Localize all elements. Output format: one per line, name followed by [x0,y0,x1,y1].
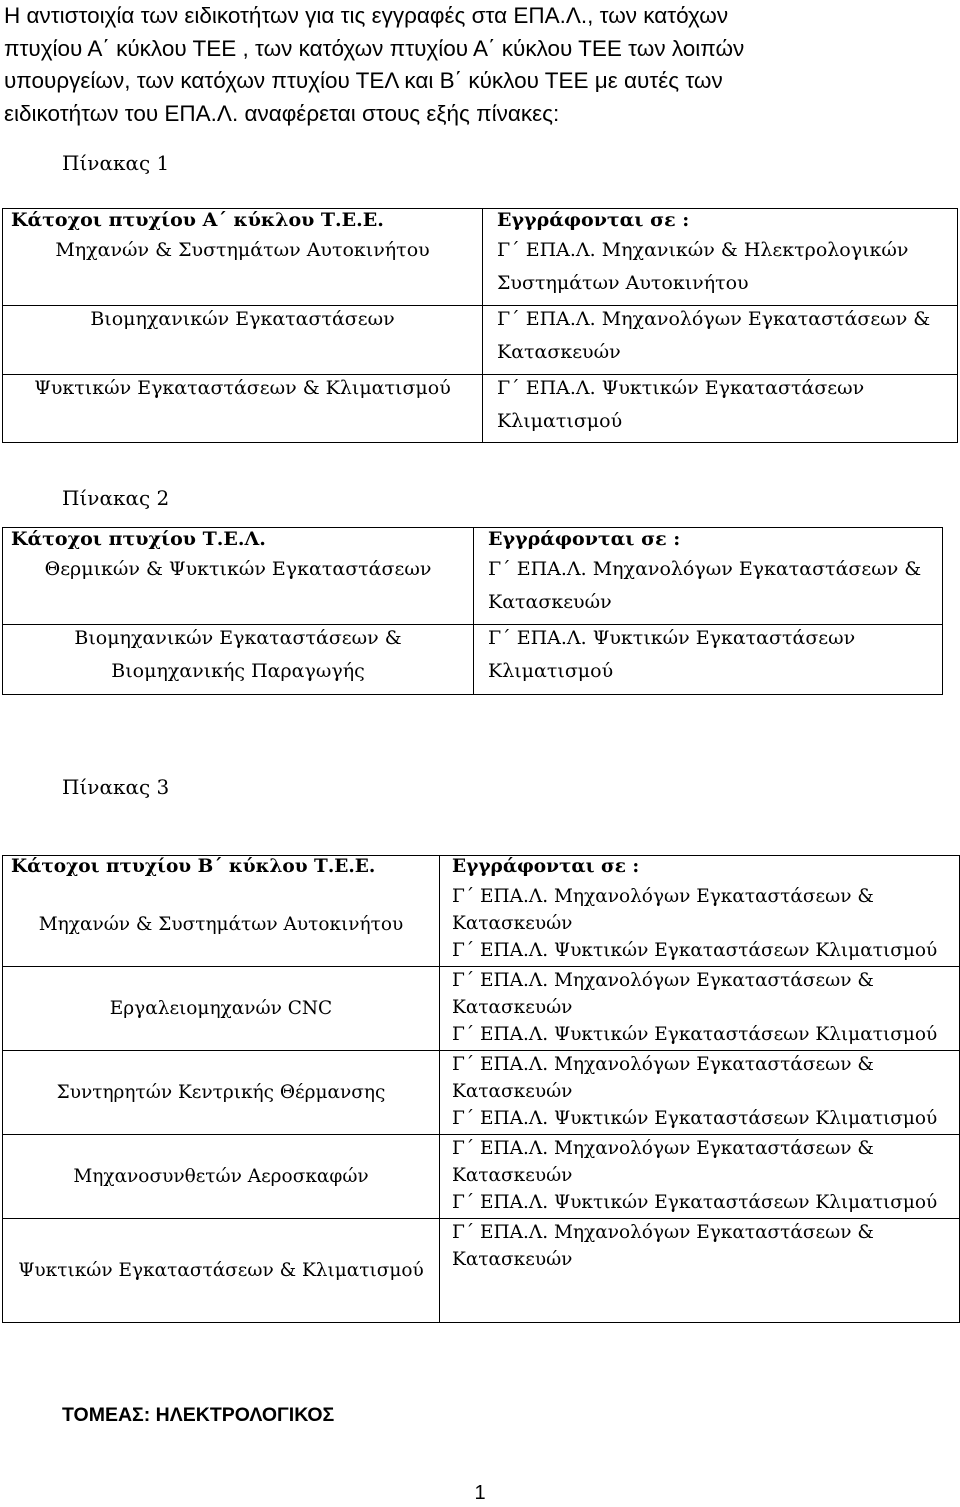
table-row [3,1051,960,1135]
table3-left-cell: Μηχανών & Συστημάτων Αυτοκινήτου [38,913,404,935]
table2-right-line: Κατασκευών [488,590,612,613]
table3-left-header: Κάτοχοι πτυχίου Β΄ κύκλου Τ.Ε.Ε. [11,856,376,877]
intro-line: ειδικοτήτων του ΕΠΑ.Λ. αναφέρεται στους εξής πίνακες: [4,100,560,126]
table-row [3,967,960,1051]
table3 [2,855,960,1323]
page-number: 1 [474,1482,486,1504]
table1-right-line: Κατασκευών [497,341,621,363]
table2-caption: Πίνακας 2 [62,486,170,510]
table3-left-cell: Συντηρητών Κεντρικής Θέρμανσης [56,1082,386,1103]
table1-right-line: Γ΄ ΕΠΑ.Λ. Μηχανολόγων Εγκαταστάσεων & [497,308,931,330]
table3-right-line: Κατασκευών [452,912,573,934]
table1-left-cell: Μηχανών & Συστημάτων Αυτοκινήτου [55,238,430,261]
table1-right-line: Γ΄ ΕΠΑ.Λ. Μηχανικών & Ηλεκτρολογικών [497,238,909,261]
table3-right-line: Γ΄ ΕΠΑ.Λ. Μηχανολόγων Εγκαταστάσεων & [452,1054,874,1075]
intro-line: Η αντιστοιχία των ειδικοτήτων για τις εγγραφές στα ΕΠΑ.Λ., των κατόχων [4,3,729,28]
table1-left-header: Κάτοχοι πτυχίου Α΄ κύκλου Τ.Ε.Ε. [11,209,384,231]
table1-caption: Πίνακας 1 [62,151,170,175]
table3-right-line: Γ΄ ΕΠΑ.Λ. Μηχανολόγων Εγκαταστάσεων & [452,970,874,991]
table-row [3,556,943,625]
table2-right-header: Εγγράφονται σε : [488,528,681,550]
table3-right-line: Γ΄ ΕΠΑ.Λ. Μηχανολόγων Εγκαταστάσεων & [452,885,874,907]
table1-left-cell: Ψυκτικών Εγκαταστάσεων & Κλιματισμού [34,377,451,399]
table1-right-header: Εγγράφονται σε : [497,209,690,231]
table3-right-line: Γ΄ ΕΠΑ.Λ. Μηχανολόγων Εγκαταστάσεων & [452,1138,874,1159]
table3-right-line: Γ΄ ΕΠΑ.Λ. Ψυκτικών Εγκαταστάσεων Κλιματισμού [452,939,938,961]
table-row [3,375,958,443]
table2-left-cell: Βιομηχανικών Εγκαταστάσεων & [74,627,402,649]
intro-paragraph [4,0,954,130]
table2-right-line: Κλιματισμού [488,660,614,682]
table1-right-line: Συστημάτων Αυτοκινήτου [497,271,749,294]
table2-left-cell: Θερμικών & Ψυκτικών Εγκαταστάσεων [44,557,432,580]
table3-caption: Πίνακας 3 [62,775,170,799]
table2-right-line: Γ΄ ΕΠΑ.Λ. Μηχανολόγων Εγκαταστάσεων & [488,557,922,580]
table3-right-header: Εγγράφονται σε : [452,856,640,877]
table3-right-line: Κατασκευών [452,1081,573,1102]
table3-left-cell: Εργαλειομηχανών CNC [109,998,333,1019]
table1-right-line: Γ΄ ΕΠΑ.Λ. Ψυκτικών Εγκαταστάσεων [497,377,865,399]
intro-line: υπουργείων, των κατόχων πτυχίου ΤΕΛ και Β΄ κύκλου ΤΕΕ με αυτές των [4,68,723,93]
table3-right-line: Κατασκευών [452,1249,573,1270]
table-row [3,237,958,306]
intro-line: πτυχίου Α΄ κύκλου ΤΕΕ , των κατόχων πτυχίου Α΄ κύκλου ΤΕΕ των λοιπών [4,35,745,61]
sector-title: ΤΟΜΕΑΣ: ΗΛΕΚΤΡΟΛΟΓΙΚΟΣ [62,1404,335,1426]
table3-left-cell: Ψυκτικών Εγκαταστάσεων & Κλιματισμού [18,1260,424,1281]
table2-left-header: Κάτοχοι πτυχίου Τ.Ε.Λ. [11,528,266,550]
table3-right-line: Κατασκευών [452,997,573,1018]
table2-left-cell: Βιομηχανικής Παραγωγής [111,660,365,682]
table3-right-line: Γ΄ ΕΠΑ.Λ. Ψυκτικών Εγκαταστάσεων Κλιματισμού [452,1024,938,1045]
table-row [3,1135,960,1219]
table2 [2,527,943,695]
table3-right-line: Γ΄ ΕΠΑ.Λ. Μηχανολόγων Εγκαταστάσεων & [452,1222,874,1243]
table-row [3,625,943,695]
table3-right-line: Γ΄ ΕΠΑ.Λ. Ψυκτικών Εγκαταστάσεων Κλιματισμού [452,1192,938,1213]
table1-left-cell: Βιομηχανικών Εγκαταστάσεων [90,308,395,330]
table3-right-line: Γ΄ ΕΠΑ.Λ. Ψυκτικών Εγκαταστάσεων Κλιματισμού [452,1108,938,1129]
table2-right-line: Γ΄ ΕΠΑ.Λ. Ψυκτικών Εγκαταστάσεων [488,627,856,649]
table-row [3,883,960,967]
table1-right-line: Κλιματισμού [497,410,623,432]
table-row [3,1219,960,1323]
table3-left-cell: Μηχανοσυνθετών Αεροσκαφών [73,1166,369,1187]
table3-right-line: Κατασκευών [452,1165,573,1186]
table1 [2,208,958,443]
table-row [3,306,958,375]
